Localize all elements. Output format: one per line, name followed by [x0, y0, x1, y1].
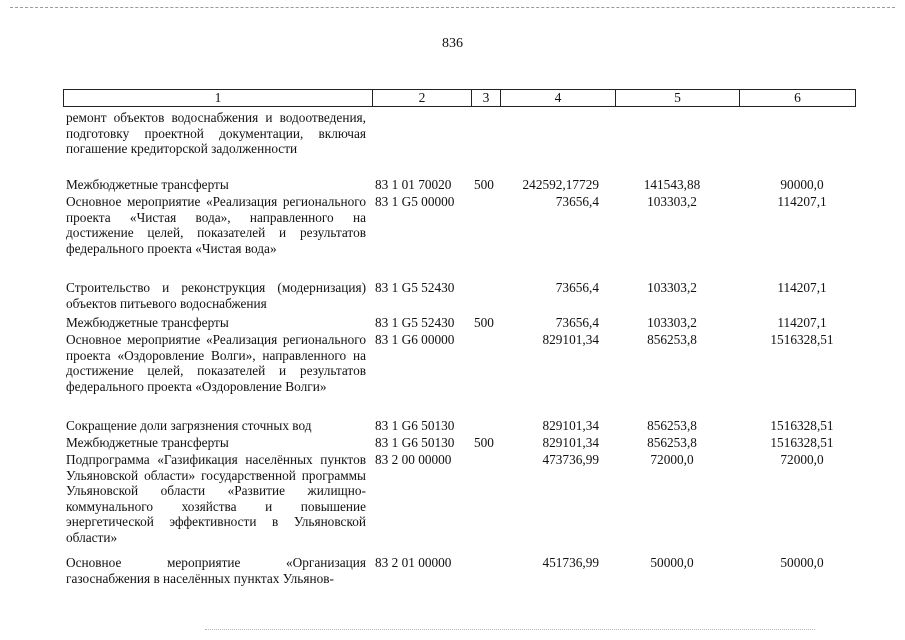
row-value-3: 1516328,51 [770, 435, 834, 450]
table-row [63, 194, 853, 280]
row-code: 83 1 G5 52430 [375, 315, 455, 330]
row-name: ремонт объектов водоснабжения и водоотведения, подготовку проектной документации, включая погашение кредиторской задолженности [66, 110, 366, 156]
row-value-2: 72000,0 [650, 452, 694, 467]
row-name: Основное мероприятие «Реализация регионального проекта «Чистая вода», направленного на достижение целей, показателей и результатов федерального проекта «Чистая вода» [66, 194, 366, 256]
row-value-2: 856253,8 [647, 418, 697, 433]
row-code: 83 1 G6 50130 [375, 418, 455, 433]
column-header-2: 2 [373, 90, 472, 107]
table-row [63, 315, 853, 332]
row-value-1: 73656,4 [555, 194, 599, 209]
column-header-1: 1 [64, 90, 373, 107]
row-name: Строительство и реконструкция (модернизация) объектов питьевого водоснабжения [66, 280, 366, 311]
row-type: 500 [474, 315, 494, 330]
table-row [63, 435, 853, 452]
row-value-3: 1516328,51 [770, 332, 834, 347]
table-row [63, 555, 853, 590]
row-value-1: 829101,34 [542, 418, 599, 433]
row-type: 500 [474, 177, 494, 192]
row-value-3: 50000,0 [780, 555, 824, 570]
row-value-3: 1516328,51 [770, 418, 834, 433]
table-row [63, 452, 853, 555]
row-value-3: 72000,0 [780, 452, 824, 467]
row-value-2: 103303,2 [647, 280, 697, 295]
budget-rows [63, 110, 853, 590]
column-header-6: 6 [740, 90, 856, 107]
row-value-3: 114207,1 [777, 315, 827, 330]
row-value-3: 114207,1 [777, 194, 827, 209]
row-value-1: 473736,99 [542, 452, 599, 467]
column-header-table [63, 89, 856, 107]
row-value-3: 114207,1 [777, 280, 827, 295]
row-name: Основное мероприятие «Реализация регионального проекта «Оздоровление Волги», направленного на достижение целей, показателей и результатов федерального проекта «Оздоровление Волги» [66, 332, 366, 394]
row-name: Межбюджетные трансферты [66, 177, 229, 192]
row-code: 83 2 00 00000 [375, 452, 452, 467]
table-row [63, 418, 853, 435]
row-value-1: 829101,34 [542, 435, 599, 450]
row-value-2: 856253,8 [647, 435, 697, 450]
row-value-1: 451736,99 [542, 555, 599, 570]
top-dashed-rule [10, 7, 895, 8]
table-row [63, 177, 853, 194]
table-row [63, 332, 853, 418]
row-code: 83 1 G5 00000 [375, 194, 455, 209]
row-code: 83 1 01 70020 [375, 177, 452, 192]
row-value-2: 103303,2 [647, 194, 697, 209]
row-code: 83 1 G6 00000 [375, 332, 455, 347]
column-header-3: 3 [472, 90, 501, 107]
row-name: Сокращение доли загрязнения сточных вод [66, 418, 312, 433]
row-name: Основное мероприятие «Организация газоснабжения в населённых пунктах Ульянов- [66, 555, 366, 586]
row-name: Межбюджетные трансферты [66, 315, 229, 330]
row-value-2: 856253,8 [647, 332, 697, 347]
column-header-4: 4 [501, 90, 616, 107]
row-name: Подпрограмма «Газификация населённых пунктов Ульяновской области» государственной программы Ульяновской области «Развитие жилищно-коммунального хозяйства и повышение энергетической эффективности в Ульяновской области» [66, 452, 366, 545]
row-code: 83 1 G5 52430 [375, 280, 455, 295]
row-type: 500 [474, 435, 494, 450]
page-number: 836 [442, 36, 463, 51]
row-value-1: 829101,34 [542, 332, 599, 347]
row-value-2: 141543,88 [643, 177, 701, 192]
row-value-2: 103303,2 [647, 315, 697, 330]
column-header-5: 5 [616, 90, 740, 107]
table-row [63, 280, 853, 315]
row-name: Межбюджетные трансферты [66, 435, 229, 450]
row-value-1: 73656,4 [555, 315, 599, 330]
bottom-dotted-rule [205, 629, 815, 630]
row-value-2: 50000,0 [650, 555, 694, 570]
table-row [63, 110, 853, 177]
row-value-1: 73656,4 [555, 280, 599, 295]
row-code: 83 1 G6 50130 [375, 435, 455, 450]
row-value-1: 242592,17729 [522, 177, 599, 192]
row-code: 83 2 01 00000 [375, 555, 452, 570]
row-value-3: 90000,0 [780, 177, 824, 192]
